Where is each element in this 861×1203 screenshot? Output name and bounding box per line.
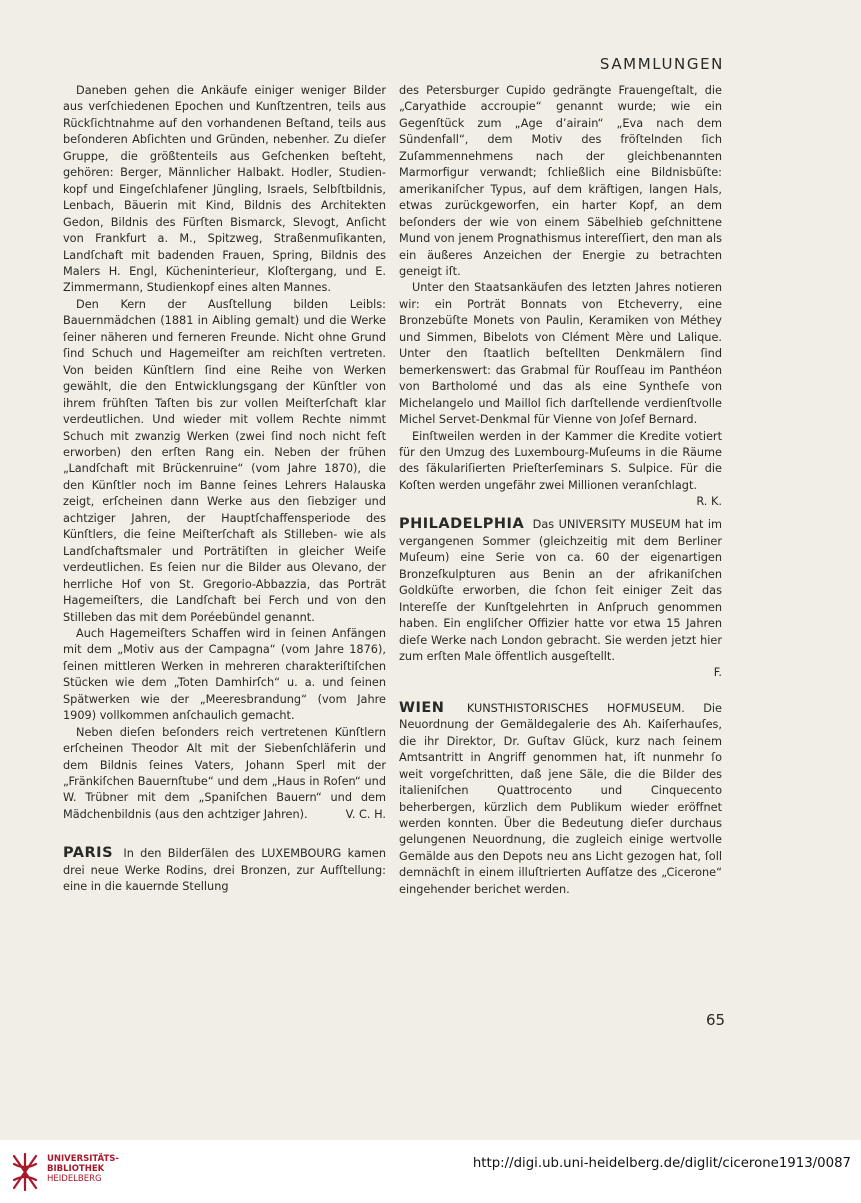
news-item-wien [399, 700, 722, 898]
paragraph: Daneben gehen die Ankäufe einiger weniger Bilder aus verſchiedenen Epochen und Kunſtzentren, teils aus Rückſichtnahme auf den vorhandenen Beſtand, teils aus beſonderen Abſichten und Gründen, nebenher. Zu dieſer Gruppe, die größtenteils aus Geſchenken beſteht, gehören: Berger, Männlicher Halbakt. Hodler, Studienkopf und Eingeſchlafener Jüngling, Israels, Selbſtbildnis, Lenbach, Bäuerin mit Kind, Bildnis des Architekten Gedon, Bildnis des Fürſten Bismarck, Slevogt, Anſicht von Frankfurt a. M., Spitzweg, Straßenmuſikanten, Landſchaft mit badenden Frauen, Spring, Bildnis des Malers H. Engl, Kücheninterieur, Kloſtergang, und E. Zimmermann, Studienkopf eines alten Mannes. [63, 84, 386, 295]
library-name [47, 1154, 119, 1184]
paragraph: des Petersburger Cupido gedrängte Frauengeſtalt, die „Caryathide accroupie“ genannt wurde; wie ein Gegenſtück zum „Age d’airain“ „Eva nach dem Sündenfall“, dem Motiv des fröſtelnden ſich Zuſammennehmens nach der gleichbenannten Marmorfigur verwandt; ſchließlich eine Bildnisbüſte: amerikaniſcher Typus, auf dem kräftigen, langen Hals, etwas zurückgeworfen, ein harter Kopf, an dem beſonders der wie von einem Säbelhieb geſchnittene Mund von jenem Prognathismus intereſſiert, den man als ein äußeres Anzeichen der Energie zu betrachten geneigt iſt. [399, 84, 722, 278]
library-name-line: UNIVERSITÄTS- [47, 1154, 119, 1164]
library-logo-icon [10, 1152, 40, 1192]
paragraph-text: Das UNIVERSITY MUSEUM hat im vergangenen Sommer (gleichzeitig mit dem Berliner Muſeum) eine Serie von ca. 60 der eigenartigen Bronzeſkulpturen aus Benin an der afrikaniſchen Goldküſte erworben, die ſchon ſeit einiger Zeit das Intereſſe der Kunſtgelehrten in Anſpruch genommen haben. Ein engliſcher Offizier hatte vor etwa 15 Jahren dieſe Werke nach London gebracht. Sie werden jetzt hier zum erſten Male öffentlich ausgeſtellt. [399, 518, 723, 663]
author-signature: R. K. [696, 495, 722, 509]
author-signature: F. [713, 666, 722, 680]
author-signature: V. C. H. [345, 807, 386, 821]
paragraph-text: Neben dieſen beſonders reich vertretenen Künſtlern erſcheinen Theodor Alt mit der Siebenſchläferin und dem Bildnis ſeines Vaters, Johann Sperl mit der „Fränkiſchen Bauernſtube“ und dem „Haus in Roſen“ und W. Trübner mit dem „Spaniſchen Bauern“ und dem Mädchenbildnis (aus den achtziger Jahren). [63, 725, 386, 821]
paragraph-text: Einſtweilen werden in der Kammer die Kredite votiert für den Umzug des Luxembourg-Muſeums in die Räume des ſäkulariſierten Prieſterſeminars S. Sulpice. Für die Koſten werden ungefähr zwei Millionen veranſchlagt. [399, 429, 722, 492]
page-number: 65 [706, 1011, 726, 1029]
paragraph-text: In den Bilderſälen des LUXEMBOURG kamen drei neue Werke Rodins, drei Bronzen, zur Aufſtellung: eine in die kauernde Stellung [63, 847, 386, 894]
paragraph: Den Kern der Ausſtellung bilden Leibls: Bauernmädchen (1881 in Aibling gemalt) und die Werke ſeiner näheren und ferneren Freunde. Nicht ohne Grund ſind Schuch und Hagemeiſter am reichſten vertreten. Von beiden Künſtlern ſind eine Reihe von Werken gewählt, die den Entwicklungsgang der Künſtler von ihrem frühſten Taſten bis zur vollen Meiſterſchaft klar verdeutlichen. Und wieder mit vollem Rechte nimmt Schuch mit zwanzig Werken (zwei ſind noch nicht feſt erworben) den erſten Rang ein. Neben der frühen „Landſchaft mit Brückenruine“ (vom Jahre 1870), die den Künſtler noch im Banne ſeines Lehrers Halauska zeigt, erſcheinen dann Werke aus den ſiebziger und achtziger Jahren, der Hauptſchaffensperiode des Künſtlers, die ſeine Meiſterſchaft als Stilleben- wie als Landſchaftsmaler und Porträtiſten in gleicher Weiſe verdeutlichen. Es ſeien nur die Bilder aus Olevano, der herrliche Hof von St. Gregorio-Abbazzia, das Porträt Hagemeiſters, die Landſchaft bei Ferch und von den Stilleben das mit dem Poréebündel genannt. [63, 297, 386, 624]
library-name-line: BIBLIOTHEK [47, 1164, 105, 1174]
city-heading: PARIS [63, 845, 114, 862]
paragraph-text: KUNSTHISTORISCHES HOFMUSEUM. Die Neuordnung der Gemäldegalerie des Ah. Kaiſerhauſes, die ihr Direktor, Dr. Guſtav Glück, kurz nach ſeinem Amtsantritt in Angriff genommen hat, iſt nunmehr ſo weit vorgeſchritten, daß jene Säle, die die Bilder des italieniſchen Quattrocento und Cinquecento beherbergen, kürzlich dem Publikum wieder eröffnet werden konnten. Über die Bedeutung dieſer durchaus gelungenen Neuordnung, die zugleich einige wertvolle Gemälde aus den Depots neu ans Licht gezogen hat, ſoll demnächſt in einem illuſtrierten Aufſatze des „Cicerone“ eingehender berichet werden. [399, 701, 723, 896]
news-item-philadelphia [399, 516, 722, 665]
paragraph: Auch Hagemeiſters Schaffen wird in ſeinen Anfängen mit dem „Motiv aus der Campagna“ (vom Jahre 1876), ſeinen mittleren Werken in mehreren charakteriſtiſchen Stücken wie dem „Toten Damhirſch“ u. a. und ſeinen Spätwerken wie der „Meeresbrandung“ (vom Jahre 1909) vollkommen anſchaulich gemacht. [63, 626, 386, 723]
city-heading: WIEN [399, 699, 445, 716]
right-column [399, 83, 722, 898]
paragraph: Unter den Staatsankäufen des letzten Jahres notieren wir: ein Porträt Bonnats von Etcheverry, eine Bronzebüſte Monets von Paulin, Keramiken von Méthey und Simmen, Bibelots von Clément Mère und Lalique. Unter den ſtaatlich beſtellten Denkmälern ſind bemerkenswert: das Grabmal für Rouſſeau im Panthéon von Bartholomé und das als eine Syntheſe von Michelangelo und Maillol ſich darſtellende verdienſtvolle Michel Servet-Denkmal für Vienne von Joſef Bernard. [399, 281, 722, 427]
city-heading: PHILADELPHIA [399, 516, 525, 533]
paragraph [63, 725, 386, 824]
paragraph [399, 429, 722, 509]
permalink-url[interactable]: http://digi.ub.uni-heidelberg.de/diglit/cicerone1913/0087 [472, 1156, 851, 1171]
left-column [63, 83, 386, 896]
news-item-paris [63, 845, 386, 895]
running-head: SAMMLUNGEN [599, 55, 724, 73]
library-name-line: HEIDELBERG [47, 1174, 102, 1184]
footer-bar [0, 1140, 861, 1203]
